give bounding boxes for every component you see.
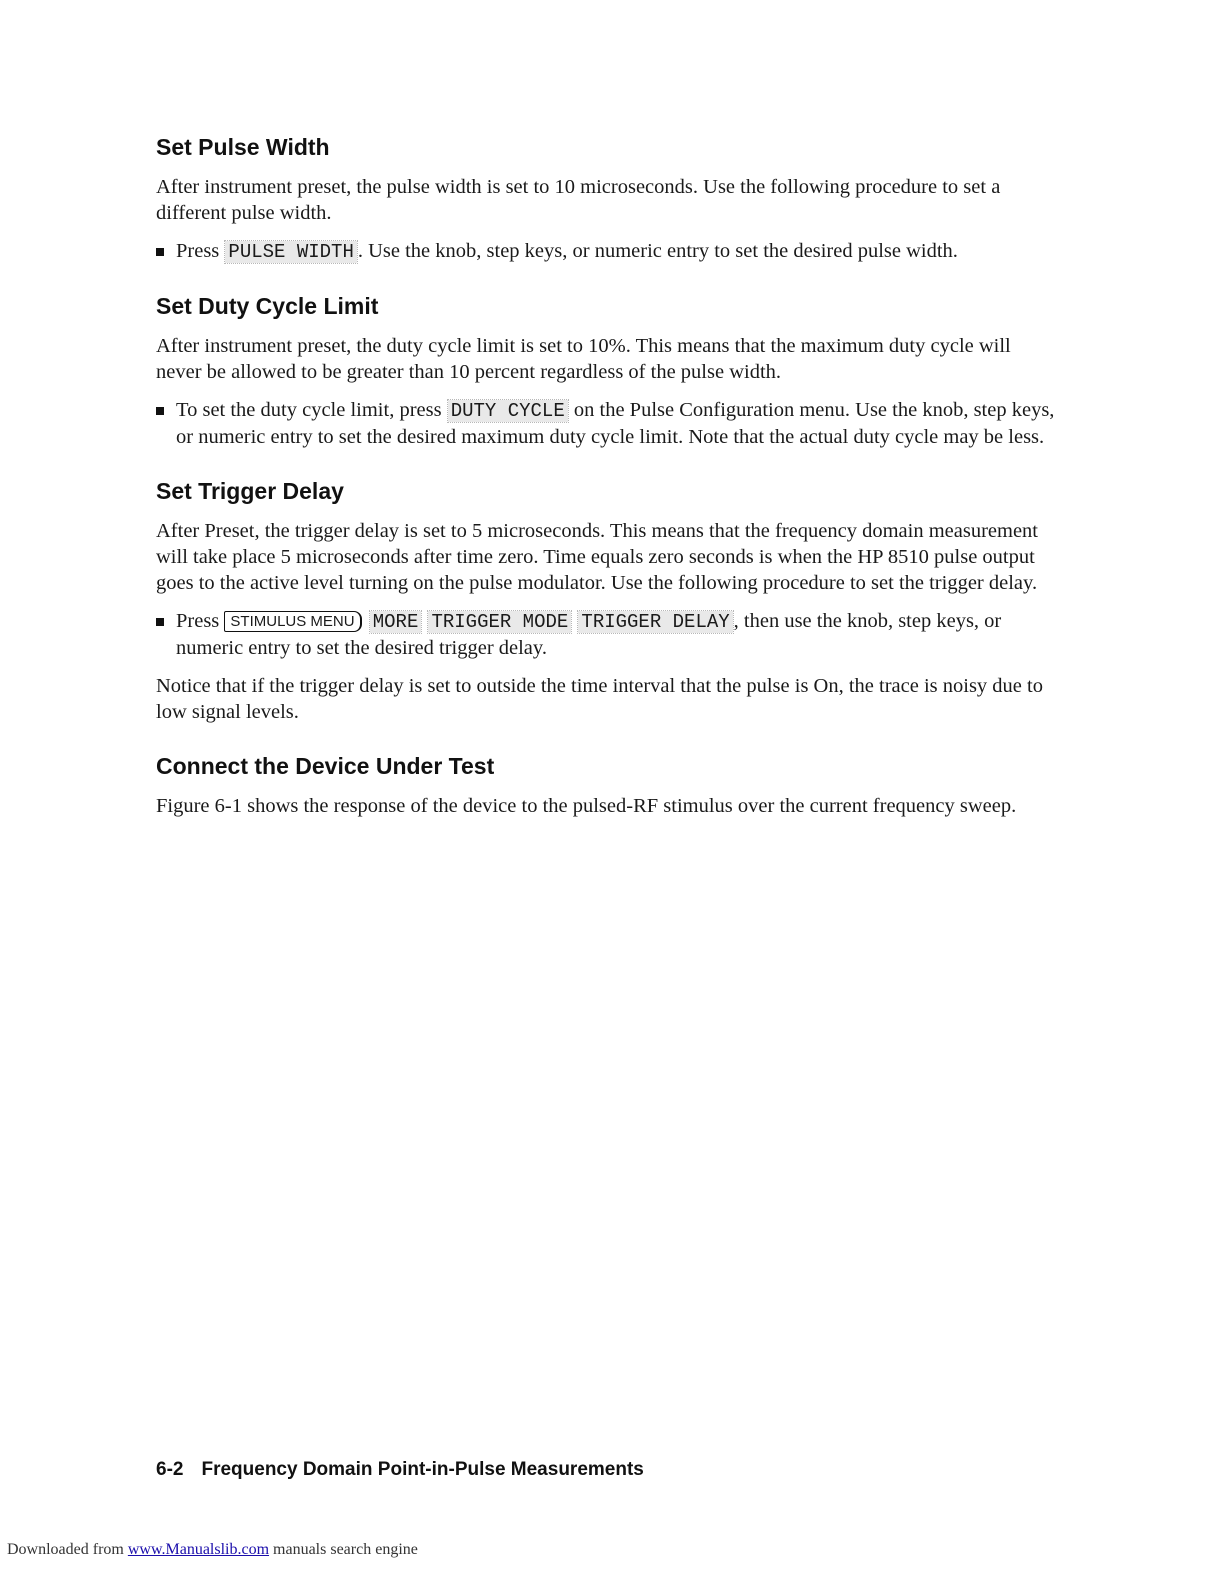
section-paragraph: After Preset, the trigger delay is set to 5 microseconds. This means that the frequency domain measurement will take place 5 microseconds after time zero. Time equals zero seconds is when the HP 8510 pulse output goes to the active level turning on the pulse modulator. Use the following procedure to set the trigger delay.	[156, 520, 1039, 594]
bullet-item	[156, 397, 1056, 450]
softkey-duty-cycle: DUTY CYCLE	[448, 400, 568, 422]
footer-chapter-title: Frequency Domain Point-in-Pulse Measurements	[201, 1459, 644, 1480]
page-content	[156, 132, 1056, 845]
bullet-text: Press	[176, 610, 225, 632]
softkey-more: MORE	[370, 611, 422, 633]
section-connect-device	[156, 751, 1056, 819]
section-set-pulse-width	[156, 132, 1056, 265]
section-set-duty-cycle-limit	[156, 291, 1056, 450]
section-paragraph: After instrument preset, the pulse width is set to 10 microseconds. Use the following procedure to set a different pulse width.	[156, 176, 1001, 224]
section-heading: Set Duty Cycle Limit	[156, 293, 379, 319]
softkey-trigger-delay: TRIGGER DELAY	[578, 611, 732, 633]
download-text: Downloaded from	[7, 1541, 128, 1558]
bullet-square-icon	[156, 618, 164, 626]
bullet-text: . Use the knob, step keys, or numeric entry to set the desired pulse width.	[357, 240, 958, 262]
section-heading: Set Trigger Delay	[156, 478, 344, 504]
section-heading: Connect the Device Under Test	[156, 753, 495, 779]
bullet-square-icon	[156, 407, 164, 415]
section-set-trigger-delay	[156, 476, 1056, 725]
download-text: manuals search engine	[269, 1541, 418, 1558]
manualslib-link[interactable]: www.Manualslib.com	[127, 1541, 270, 1558]
softkey-trigger-mode: TRIGGER MODE	[428, 611, 571, 633]
note-paragraph: Notice that if the trigger delay is set to outside the time interval that the pulse is On, the trace is noisy due to low signal levels.	[156, 675, 1043, 723]
bullet-text: To set the duty cycle limit, press	[176, 399, 447, 421]
section-paragraph: After instrument preset, the duty cycle limit is set to 10%. This means that the maximum duty cycle will never be allowed to be greater than 10 percent regardless of the pulse width.	[156, 335, 1011, 383]
download-notice	[7, 1541, 418, 1559]
page-number: 6-2	[156, 1459, 184, 1480]
section-paragraph: Figure 6-1 shows the response of the device to the pulsed-RF stimulus over the current frequency sweep.	[156, 795, 1017, 817]
bullet-text: Press	[176, 240, 225, 262]
bullet-item	[156, 608, 1056, 661]
bullet-item	[156, 238, 1056, 265]
hardkey-stimulus-menu: STIMULUS MENU	[224, 611, 361, 632]
page-footer	[156, 1459, 644, 1481]
bullet-square-icon	[156, 248, 164, 256]
softkey-pulse-width: PULSE WIDTH	[225, 241, 356, 263]
bullet-text: , then use the knob, step keys, or numeric entry to set the desired trigger delay.	[176, 610, 1002, 659]
section-heading: Set Pulse Width	[156, 134, 330, 160]
bullet-text: on the Pulse Configuration menu. Use the knob, step keys, or numeric entry to set the desired maximum duty cycle limit. Note that the actual duty cycle may be less.	[176, 399, 1055, 448]
